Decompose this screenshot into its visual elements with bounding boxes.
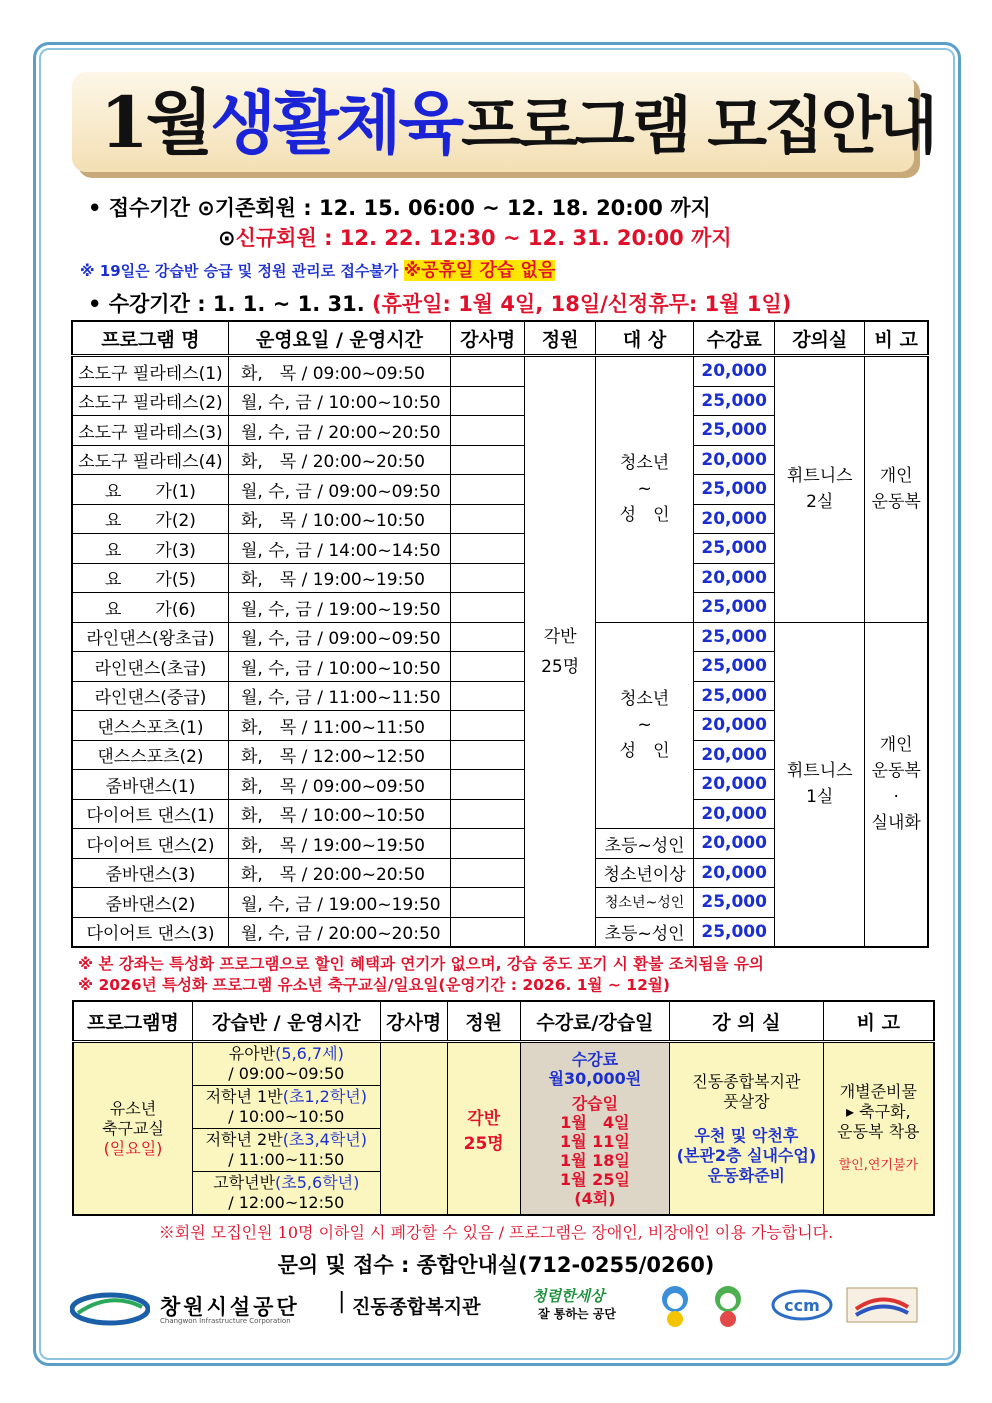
schedule: 화, 목 / 09:00~09:50 <box>228 770 450 800</box>
instructor <box>450 356 524 387</box>
class-time: / 12:00~12:50 <box>228 1193 345 1212</box>
fee: 25,000 <box>694 593 775 623</box>
class-grade: (초5,6학년) <box>275 1173 360 1192</box>
fee-label: 수강료 월30,000원 <box>548 1049 642 1088</box>
program-day: (일요일) <box>103 1138 163 1158</box>
fee: 20,000 <box>694 770 775 800</box>
certification-logo-icon <box>846 1287 918 1323</box>
col-header: 강습반 / 운영시간 <box>192 1001 380 1042</box>
class-name <box>193 1130 380 1150</box>
program-name: 소도구 필라테스(4) <box>72 445 228 475</box>
schedule: 월, 수, 금 / 20:00~20:50 <box>228 416 450 446</box>
fee-days <box>520 1042 669 1216</box>
class-grade: (초3,4학년) <box>282 1130 367 1149</box>
registration-new: ⊙신규회원 : 12. 22. 12:30 ~ 12. 31. 20:00 까지 <box>218 226 732 250</box>
program-name: 줌바댄스(2) <box>72 888 228 918</box>
program-name: 줌바댄스(1) <box>72 770 228 800</box>
instructor <box>450 799 524 829</box>
fee: 25,000 <box>694 652 775 682</box>
mascot1-icon <box>655 1283 695 1329</box>
fee: 25,000 <box>694 386 775 416</box>
schedule: 화, 목 / 10:00~10:50 <box>228 799 450 829</box>
program-name: 요 가(6) <box>72 593 228 623</box>
instructor <box>450 534 524 564</box>
col-header: 정원 <box>525 321 596 356</box>
schedule: 화, 목 / 10:00~10:50 <box>228 504 450 534</box>
class-label: 고학년반 <box>213 1173 276 1192</box>
class-grade: (초1,2학년) <box>282 1087 367 1106</box>
schedule: 월, 수, 금 / 09:00~09:50 <box>228 475 450 505</box>
remark-text: 개별준비물 ▸ 축구화, 운동복 착용 <box>837 1081 920 1141</box>
instructor <box>380 1042 447 1216</box>
logo-strip: 창원시설공단 Changwon Infrastructure Corporation | 진동종합복지관 청렴한세상 잘 통하는 공단 ccm <box>70 1283 930 1333</box>
target: 청소년 ~ 성 인 <box>595 356 693 623</box>
fee: 20,000 <box>694 356 775 387</box>
col-header: 프로그램명 <box>73 1001 192 1042</box>
class-cell <box>192 1042 380 1086</box>
program-name: 요 가(3) <box>72 534 228 564</box>
instructor <box>450 829 524 859</box>
registration-note: ※ 19일은 강습반 승급 및 정원 관리로 접수불가 ※공휴일 강습 없음 <box>80 260 556 281</box>
instructor <box>450 917 524 947</box>
fee: 20,000 <box>694 858 775 888</box>
class-time: / 11:00~11:50 <box>228 1150 345 1169</box>
fee: 20,000 <box>694 829 775 859</box>
capacity: 각반 25명 <box>525 356 596 948</box>
days-label: 강습일 1월 4일 1월 11일 1월 18일 1월 25일 (4회) <box>559 1093 630 1208</box>
program-name: 줌바댄스(3) <box>72 858 228 888</box>
schedule: 월, 수, 금 / 19:00~19:50 <box>228 888 450 918</box>
table-row <box>73 1042 934 1086</box>
svg-text:ccm: ccm <box>784 1296 820 1315</box>
table-row <box>72 622 928 652</box>
program-name: 댄스스포츠(2) <box>72 740 228 770</box>
remark: 개인 운동복 · 실내화 <box>865 622 928 947</box>
place-name: 진동종합복지관 풋살장 <box>692 1071 801 1111</box>
instructor <box>450 711 524 741</box>
col-header: 수강료 <box>694 321 775 356</box>
page-title <box>100 78 935 168</box>
fee: 25,000 <box>694 888 775 918</box>
fee: 20,000 <box>694 563 775 593</box>
program-name: 소도구 필라테스(3) <box>72 416 228 446</box>
target: 청소년이상 <box>595 858 693 888</box>
registration-existing: • 접수기간 ⊙기존회원 : 12. 15. 06:00 ~ 12. 18. 20:00 까지 <box>88 196 711 220</box>
footer <box>0 1220 992 1279</box>
col-header: 강사명 <box>450 321 524 356</box>
fee: 25,000 <box>694 534 775 564</box>
title-rest: 프로그램 모집안내 <box>461 89 935 162</box>
instructor <box>450 622 524 652</box>
program-name: 다이어트 댄스(1) <box>72 799 228 829</box>
schedule: 화, 목 / 09:00~09:50 <box>228 356 450 387</box>
class-label: 유아반 <box>228 1044 276 1063</box>
col-header: 대 상 <box>595 321 693 356</box>
class-cell <box>192 1129 380 1172</box>
mascot2-icon <box>708 1283 748 1329</box>
schedule: 월, 수, 금 / 20:00~20:50 <box>228 917 450 947</box>
instructor <box>450 740 524 770</box>
target: 청소년~성인 <box>595 888 693 918</box>
col-header: 강사명 <box>380 1001 447 1042</box>
program-name: 요 가(1) <box>72 475 228 505</box>
center-name: 진동종합복지관 <box>352 1296 481 1318</box>
ccm-logo-icon <box>770 1287 834 1327</box>
program-name: 소도구 필라테스(2) <box>72 386 228 416</box>
cic-logo-icon <box>70 1289 150 1329</box>
fee: 20,000 <box>694 799 775 829</box>
program-name <box>73 1042 192 1216</box>
footer-contact: 문의 및 접수 : 종합안내실(712-0255/0260) <box>277 1253 715 1277</box>
schedule: 화, 목 / 12:00~12:50 <box>228 740 450 770</box>
col-header: 운영요일 / 운영시간 <box>228 321 450 356</box>
class-time: / 09:00~09:50 <box>228 1064 345 1083</box>
instructor <box>450 386 524 416</box>
program-name: 다이어트 댄스(3) <box>72 917 228 947</box>
org-name-en: Changwon Infrastructure Corporation <box>160 1317 291 1325</box>
col-header: 프로그램 명 <box>72 321 228 356</box>
title-month: 1월 <box>100 81 211 164</box>
fee: 25,000 <box>694 681 775 711</box>
schedule: 월, 수, 금 / 10:00~10:50 <box>228 386 450 416</box>
target: 초등~성인 <box>595 829 693 859</box>
class-time: / 10:00~10:50 <box>228 1107 345 1126</box>
fee: 20,000 <box>694 504 775 534</box>
footer-notice: ※회원 모집인원 10명 이하일 시 폐강할 수 있음 / 프로그램은 장애인, 비장애인 이용 가능합니다. <box>158 1223 834 1242</box>
schedule: 화, 목 / 19:00~19:50 <box>228 829 450 859</box>
schedule: 월, 수, 금 / 14:00~14:50 <box>228 534 450 564</box>
soccer-table <box>72 1000 935 1216</box>
instructor <box>450 858 524 888</box>
instructor <box>450 681 524 711</box>
program-title: 유소년 축구교실 <box>102 1098 164 1138</box>
schedule: 월, 수, 금 / 10:00~10:50 <box>228 652 450 682</box>
course-period: • 수강기간 : 1. 1. ~ 1. 31. (휴관일: 1월 4일, 18일/신정휴무: 1월 1일) <box>88 292 792 316</box>
fee: 25,000 <box>694 416 775 446</box>
table-row <box>72 356 928 387</box>
target: 청소년 ~ 성 인 <box>595 622 693 829</box>
instructor <box>450 504 524 534</box>
instructor <box>450 416 524 446</box>
note-soccer: ※ 2026년 특성화 프로그램 유소년 축구교실/일요일(운영기간 : 2026. 1월 ~ 12월) <box>78 976 670 994</box>
class-name <box>193 1087 380 1107</box>
class-label: 저학년 2반 <box>205 1130 283 1149</box>
program-name: 요 가(2) <box>72 504 228 534</box>
room: 휘트니스 2실 <box>775 356 865 623</box>
program-name: 라인댄스(중급) <box>72 681 228 711</box>
fee: 25,000 <box>694 475 775 505</box>
fee: 20,000 <box>694 445 775 475</box>
instructor <box>450 652 524 682</box>
schedule: 월, 수, 금 / 11:00~11:50 <box>228 681 450 711</box>
schedule: 화, 목 / 11:00~11:50 <box>228 711 450 741</box>
remark: 개인 운동복 <box>865 356 928 623</box>
capacity: 각반 25명 <box>447 1042 520 1216</box>
slogan: 청렴한세상 <box>532 1287 605 1305</box>
place-rain: 우천 및 악천후 (본관2층 실내수업) 운동화준비 <box>676 1125 817 1185</box>
program-name: 다이어트 댄스(2) <box>72 829 228 859</box>
program-name: 라인댄스(왕초급) <box>72 622 228 652</box>
fee: 25,000 <box>694 622 775 652</box>
schedule: 월, 수, 금 / 19:00~19:50 <box>228 593 450 623</box>
col-header: 강의실 <box>775 321 865 356</box>
fee: 20,000 <box>694 711 775 741</box>
class-name <box>193 1173 380 1193</box>
col-header: 비 고 <box>823 1001 934 1042</box>
fee: 20,000 <box>694 740 775 770</box>
room: 휘트니스 1실 <box>775 622 865 947</box>
target: 초등~성인 <box>595 917 693 947</box>
instructor <box>450 445 524 475</box>
class-label: 저학년 1반 <box>205 1087 283 1106</box>
instructor <box>450 593 524 623</box>
col-header: 비 고 <box>865 321 928 356</box>
program-name: 댄스스포츠(1) <box>72 711 228 741</box>
place <box>670 1042 824 1216</box>
note-special: ※ 본 강좌는 특성화 프로그램으로 할인 혜택과 연기가 없으며, 강습 중도 포기 시 환불 조치됨을 유의 <box>78 955 764 973</box>
class-cell <box>192 1172 380 1216</box>
schedule: 화, 목 / 20:00~20:50 <box>228 445 450 475</box>
program-name: 요 가(5) <box>72 563 228 593</box>
remark-red: 할인,연기불가 <box>838 1157 919 1173</box>
instructor <box>450 770 524 800</box>
slogan-sub: 잘 통하는 공단 <box>538 1307 616 1321</box>
col-header: 수강료/강습일 <box>520 1001 669 1042</box>
instructor <box>450 888 524 918</box>
schedule: 화, 목 / 20:00~20:50 <box>228 858 450 888</box>
title-sports: 생활체육 <box>210 85 462 164</box>
program-name: 라인댄스(초급) <box>72 652 228 682</box>
program-table <box>71 320 929 948</box>
instructor <box>450 563 524 593</box>
col-header: 강 의 실 <box>670 1001 824 1042</box>
instructor <box>450 475 524 505</box>
org-name: 창원시설공단 <box>160 1295 300 1319</box>
remark <box>823 1042 934 1216</box>
program-name: 소도구 필라테스(1) <box>72 356 228 387</box>
class-name <box>193 1044 380 1064</box>
schedule: 월, 수, 금 / 09:00~09:50 <box>228 622 450 652</box>
class-grade: (5,6,7세) <box>275 1044 344 1063</box>
class-cell <box>192 1086 380 1129</box>
schedule: 화, 목 / 19:00~19:50 <box>228 563 450 593</box>
fee: 25,000 <box>694 917 775 947</box>
col-header: 정원 <box>447 1001 520 1042</box>
